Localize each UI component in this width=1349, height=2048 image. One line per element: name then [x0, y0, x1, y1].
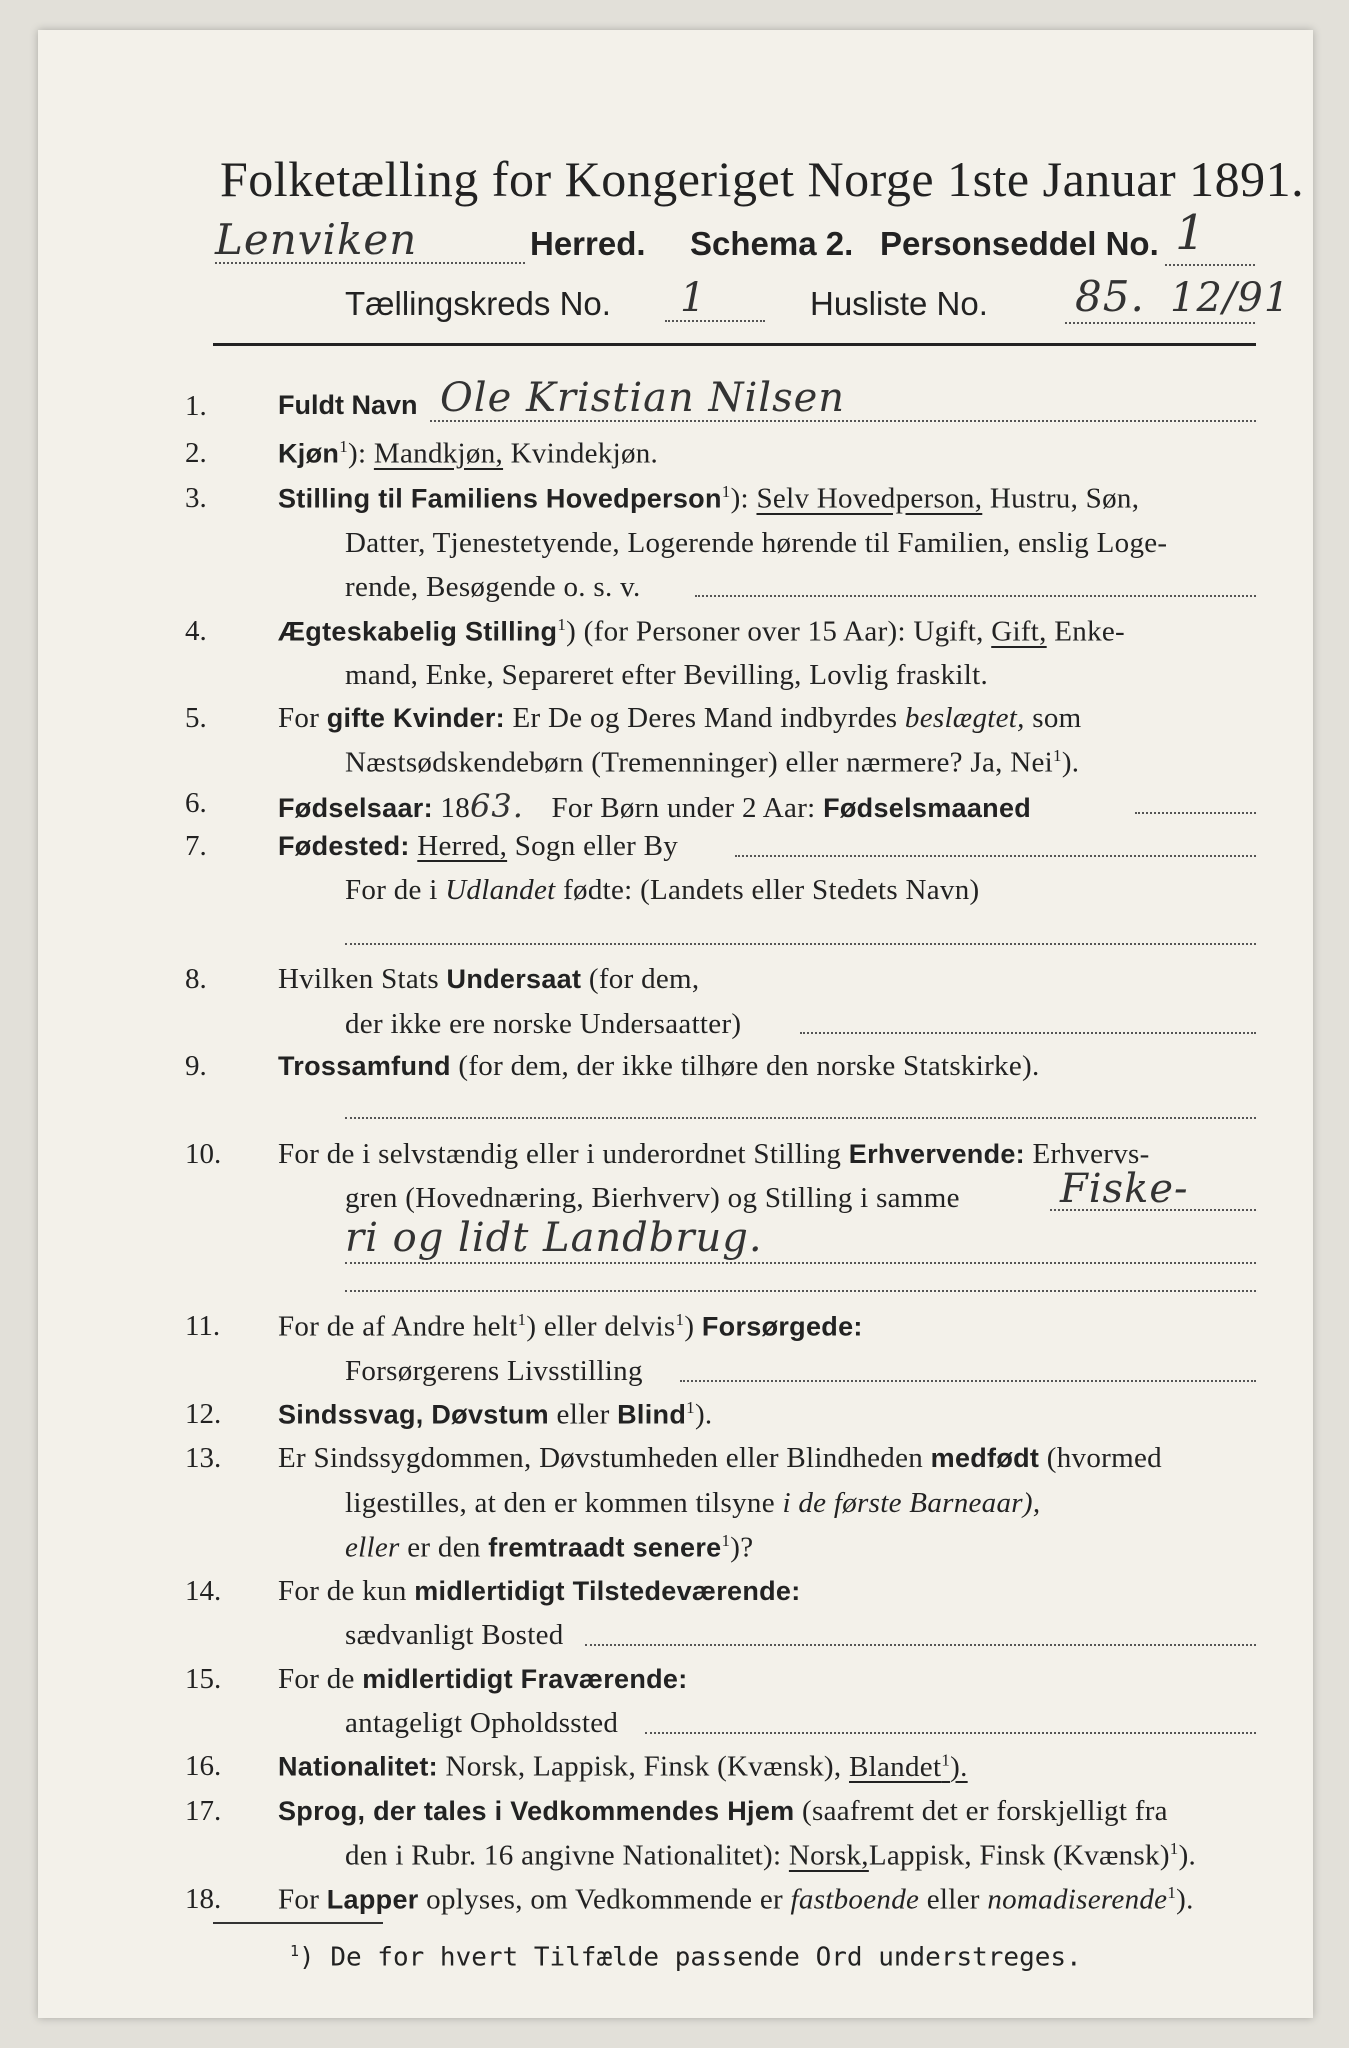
q5-line2 — [345, 746, 1079, 780]
q15-number: 15. — [185, 1663, 222, 1695]
q7-rest: Sogn eller By — [514, 830, 679, 862]
q18-text-a: For — [278, 1883, 320, 1916]
header-rule — [213, 343, 1256, 346]
q5-italic: beslægtet, — [904, 702, 1025, 734]
q17-text: (saafremt det er forskjelligt fra — [802, 1795, 1168, 1827]
q2-option-mandkjon: Mandkjøn, — [373, 437, 504, 470]
q7-line2 — [345, 874, 979, 907]
form-title: Folketælling for Kongeriget Norge 1ste Januar 1891. — [220, 151, 1305, 207]
q13-line2-a: ligestilles, at den er kommen tilsyne — [345, 1487, 775, 1519]
q10-number: 10. — [185, 1138, 222, 1170]
q12-end: ). — [694, 1398, 713, 1431]
q10-text-b: Erhvervs- — [1032, 1138, 1150, 1170]
q4-line1 — [278, 615, 1125, 649]
q6-label: Fødselsaar: — [278, 793, 433, 823]
q15-text: For de — [278, 1663, 355, 1695]
q7-line2-italic: Udlandet — [445, 874, 556, 906]
q3-sup: 1 — [721, 482, 731, 501]
q13-text: Er Sindssygdommen, Døvstumheden eller Blindheden — [278, 1442, 924, 1474]
q11-text-b: ) eller delvis — [526, 1310, 676, 1343]
q17-option-norsk: Norsk, — [788, 1839, 869, 1872]
husliste-label: Husliste No. — [810, 285, 988, 322]
q13-text-b: (hvormed — [1046, 1442, 1162, 1474]
husliste-number: 85. — [1075, 272, 1145, 321]
q13-line2 — [345, 1487, 1040, 1520]
q10-line1 — [278, 1138, 1150, 1171]
q8-number: 8. — [185, 963, 207, 995]
q7-line2-b: fødte: (Landets eller Stedets Navn) — [563, 874, 980, 906]
q6-text: For Børn under 2 Aar: — [551, 792, 816, 824]
kreds-number: 1 — [680, 275, 707, 321]
q2-label: Kjøn — [278, 438, 340, 469]
q17-number: 17. — [185, 1795, 222, 1827]
q3-line3: rende, Besøgende o. s. v. — [345, 571, 641, 603]
q16-number: 16. — [185, 1750, 222, 1782]
q18-end: ). — [1176, 1883, 1194, 1916]
q17-line1 — [278, 1795, 1168, 1828]
q11-number: 11. — [185, 1310, 221, 1342]
q3-rest: Hustru, Søn, — [989, 482, 1140, 515]
q5-line1 — [278, 702, 1082, 735]
q13-line1 — [278, 1442, 1162, 1475]
q11-text-c: ) — [684, 1310, 695, 1343]
q17-line2-b: Lappisk, Finsk (Kvænsk) — [868, 1839, 1170, 1872]
q10-answer-part2: ri og lidt Landbrug. — [345, 1215, 763, 1261]
q11-line2: Forsørgerens Livsstilling — [345, 1355, 643, 1387]
q7-line2-a: For de i — [345, 874, 438, 906]
schema-label: Schema 2. — [690, 225, 854, 262]
q7-label: Fødested: — [278, 831, 410, 861]
q5-text-b: som — [1032, 702, 1082, 734]
q8-line1 — [278, 963, 699, 996]
q2-option-kvindekjon: Kvindekjøn. — [510, 437, 659, 470]
q14-line2: sædvanligt Bosted — [345, 1619, 564, 1651]
q5-sup: 1 — [1053, 746, 1062, 765]
q14-line1 — [278, 1575, 801, 1608]
q13-line2-italic: i de første Barneaar), — [782, 1487, 1041, 1519]
q4-option-gift: Gift, — [991, 615, 1047, 648]
kreds-label: Tællingskreds No. — [345, 285, 611, 322]
q7-line1 — [278, 830, 678, 863]
q16-line — [278, 1750, 968, 1784]
q18-label: Lapper — [326, 1884, 419, 1915]
q14-number: 14. — [185, 1575, 222, 1607]
personseddel-number: 1 — [1175, 205, 1207, 261]
q8-text: (for dem, — [588, 963, 700, 995]
q8-line2: der ikke ere norske Undersaatter) — [345, 1008, 742, 1040]
q18-number: 18. — [185, 1883, 222, 1915]
q1-number: 1. — [185, 390, 207, 422]
q12-sup: 1 — [686, 1398, 695, 1417]
q3-line2: Datter, Tjenestetyende, Logerende hørende til Familien, enslig Loge- — [345, 527, 1168, 559]
q13-line3-a: er den — [407, 1531, 481, 1564]
q13-number: 13. — [185, 1442, 222, 1474]
q13-line3-italic: eller — [345, 1531, 400, 1564]
q10-text: For de i selvstændig eller i underordnet Stilling — [278, 1138, 842, 1170]
q3-number: 3. — [185, 482, 207, 514]
q13-sup: 1 — [721, 1531, 731, 1550]
q3-text: ): — [730, 482, 749, 515]
footnote-rule — [213, 1922, 383, 1924]
q5-number: 5. — [185, 702, 207, 734]
q14-text: For de kun — [278, 1575, 407, 1607]
q6-year-prefix: 18 — [440, 792, 471, 824]
q3-option-selv: Selv Hovedperson, — [756, 482, 983, 515]
footnote — [290, 1942, 1082, 1973]
husliste-extra: 12/91 — [1170, 275, 1291, 321]
q5-label: gifte Kvinder: — [326, 703, 505, 733]
q9-number: 9. — [185, 1050, 207, 1082]
q15-line1 — [278, 1663, 688, 1696]
q11-sup2: 1 — [675, 1310, 685, 1329]
q12-label2: Blind — [617, 1399, 687, 1430]
q17-line2 — [345, 1839, 1196, 1873]
q13-end: )? — [730, 1531, 754, 1564]
footnote-text: ) De for hvert Tilfælde passende Ord understreges. — [299, 1942, 1082, 1973]
q11-line1 — [278, 1310, 863, 1344]
footnote-sup: 1 — [290, 1942, 300, 1960]
q2-number: 2. — [185, 437, 207, 469]
q13-line3 — [345, 1531, 753, 1565]
q10-line2: gren (Hovednæring, Bierhverv) og Stilling i samme — [345, 1182, 960, 1214]
q11-label: Forsørgede: — [701, 1311, 863, 1342]
q6-number: 6. — [185, 787, 207, 819]
q3-line1 — [278, 482, 1139, 516]
q7-option-herred: Herred, — [417, 830, 508, 862]
q12-number: 12. — [185, 1398, 222, 1430]
q9-line — [278, 1050, 1040, 1083]
q17-sup: 1 — [1169, 1839, 1179, 1858]
q8-label: Undersaat — [446, 964, 582, 994]
q12-line — [278, 1398, 712, 1432]
q11-sup1: 1 — [517, 1310, 527, 1329]
q9-label: Trossamfund — [278, 1051, 451, 1081]
q5-end: ). — [1061, 746, 1080, 779]
q15-line2: antageligt Opholdssted — [345, 1707, 619, 1739]
q17-label: Sprog, der tales i Vedkommendes Hjem — [278, 1796, 795, 1826]
q13-label2: fremtraadt senere — [488, 1532, 722, 1563]
q15-label: midlertidigt Fraværende: — [362, 1664, 688, 1694]
q5-text: Er De og Deres Mand indbyrdes — [512, 702, 898, 734]
q2-sup: 1 — [339, 437, 348, 456]
q16-text: Norsk, Lappisk, Finsk (Kvænsk), — [445, 1750, 842, 1783]
q16-label: Nationalitet: — [278, 1751, 438, 1782]
q16-sup: 1 — [941, 1750, 951, 1769]
q2-line — [278, 437, 658, 471]
q18-line — [278, 1883, 1194, 1917]
q4-line2: mand, Enke, Separeret efter Bevilling, Lovlig fraskilt. — [345, 659, 989, 691]
q12-text: eller — [556, 1398, 610, 1431]
q9-text: (for dem, der ikke tilhøre den norske Statskirke). — [458, 1050, 1040, 1082]
q1-answer: Ole Kristian Nilsen — [440, 375, 846, 421]
q2-text: ): — [348, 437, 367, 470]
q17-end: ). — [1178, 1839, 1197, 1872]
q4-label: Ægteskabelig Stilling — [278, 616, 558, 647]
q10-label: Erhvervende: — [848, 1139, 1025, 1169]
q5-line2-text: Næstsødskendebørn (Tremenninger) eller nærmere? Ja, Nei — [345, 746, 1054, 779]
q7-number: 7. — [185, 830, 207, 862]
herred-label: Herred. — [530, 225, 646, 262]
q16-end: ). — [950, 1750, 968, 1783]
q12-label: Sindssvag, Døvstum — [278, 1399, 549, 1430]
q6-label2: Fødselsmaaned — [823, 793, 1032, 823]
q8-pre: Hvilken Stats — [278, 963, 439, 995]
q13-label: medfødt — [930, 1443, 1040, 1473]
personseddel-label: Personseddel No. — [880, 225, 1159, 262]
q18-text-c: eller — [926, 1883, 980, 1916]
q6-year-handwritten: 63. — [470, 787, 524, 825]
q4-text: ) (for Personer over 15 Aar): Ugift, — [566, 615, 984, 648]
q18-italic1: fastboende — [790, 1883, 920, 1916]
q1-label: Fuldt Navn — [278, 390, 418, 420]
q10-answer-part1: Fiske- — [1060, 1166, 1189, 1212]
place-handwritten: Lenviken — [215, 215, 418, 264]
q5-pre: For — [278, 702, 320, 734]
q16-option-blandet — [849, 1751, 968, 1783]
q17-line2-a: den i Rubr. 16 angivne Nationalitet): — [345, 1839, 782, 1872]
q18-italic2: nomadiserende — [987, 1883, 1168, 1916]
q16-option-text: Blandet — [849, 1750, 942, 1783]
q6-line — [278, 787, 1031, 825]
q4-sup: 1 — [557, 615, 567, 634]
q18-sup: 1 — [1167, 1883, 1177, 1902]
q11-text-a: For de af Andre helt — [278, 1310, 518, 1343]
q3-label: Stilling til Familiens Hovedperson — [278, 483, 722, 514]
q14-label: midlertidigt Tilstedeværende: — [414, 1576, 801, 1606]
q18-text-b: oplyses, om Vedkommende er — [426, 1883, 783, 1916]
q4-rest: Enke- — [1054, 615, 1125, 648]
q4-number: 4. — [185, 615, 207, 647]
